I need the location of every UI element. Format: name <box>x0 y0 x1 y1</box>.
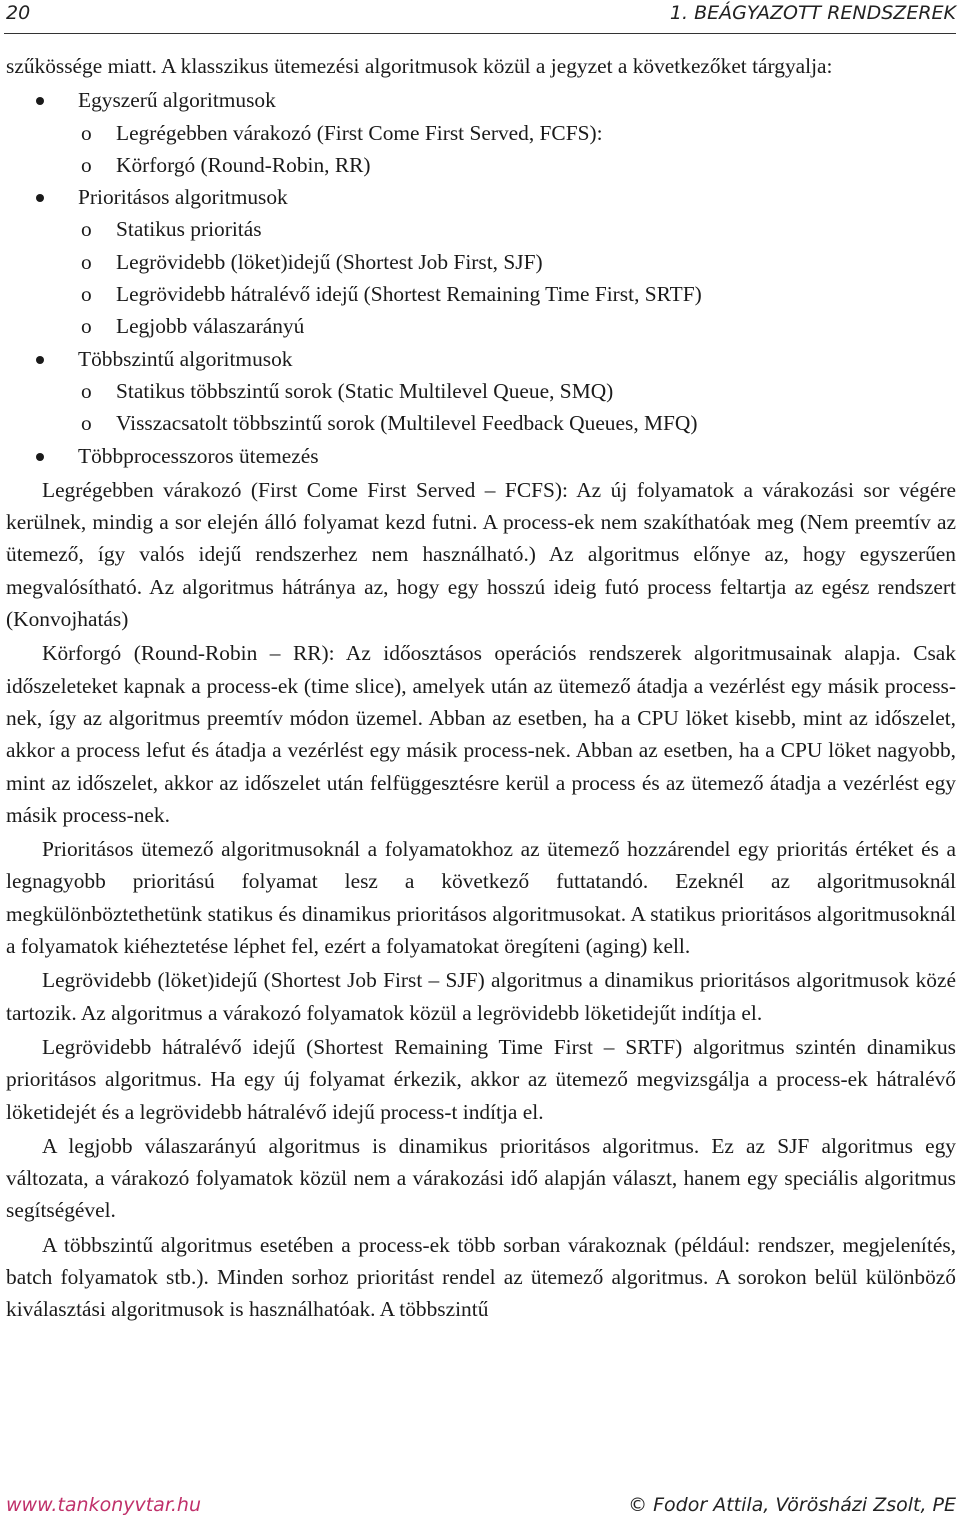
list-item <box>6 246 956 278</box>
list-group-label: Többprocesszoros ütemezés <box>78 443 319 468</box>
list-item <box>6 375 956 407</box>
chapter-title: 1. BEÁGYAZOTT RENDSZEREK <box>669 2 956 24</box>
page-body <box>6 50 956 1326</box>
sub-bullet: o <box>81 411 92 436</box>
footer-link[interactable]: www.tankonyvtar.hu <box>6 1494 202 1516</box>
page-header <box>0 0 960 38</box>
list-group <box>6 440 956 472</box>
list-item-text: Statikus prioritás <box>116 217 262 242</box>
list-group-label: Prioritásos algoritmusok <box>78 185 288 210</box>
page-footer <box>0 1490 960 1518</box>
paragraph-srtf: Legrövidebb hátralévő idejű (Shortest Remaining Time First – SRTF) algoritmus szintén dinamikus prioritásos algoritmus. Ha egy új folyamat érkezik, akkor az ütemező megvizsgálja a process-ek hátralévő löketidejét és a legrövidebb hátralévő idejű process-t indítja el. <box>6 1034 956 1124</box>
sub-list <box>78 213 956 342</box>
sub-bullet: o <box>81 314 92 339</box>
sub-list <box>78 375 956 440</box>
list-group-label: Egyszerű algoritmusok <box>78 88 276 113</box>
paragraph-sjf: Legrövidebb (löket)idejű (Shortest Job First – SJF) algoritmus a dinamikus prioritásos algoritmusok közé tartozik. Az algoritmus a várakozó folyamatok közül a legrövidebb löketidejűt indítja el. <box>6 968 956 1025</box>
list-item-text: Körforgó (Round-Robin, RR) <box>116 152 371 177</box>
list-group <box>6 343 956 440</box>
list-group-label: Többszintű algoritmusok <box>78 346 293 371</box>
page-number: 20 <box>6 2 31 24</box>
sub-bullet: o <box>81 152 92 177</box>
bullet-dot <box>36 97 44 105</box>
header-rule <box>4 33 956 34</box>
sub-list <box>78 117 956 182</box>
list-item-text: Visszacsatolt többszintű sorok (Multilevel Feedback Queues, MFQ) <box>116 411 698 436</box>
sub-bullet: o <box>81 217 92 242</box>
intro-paragraph: szűkössége miatt. A klasszikus ütemezési algoritmusok közül a jegyzet a következőket tárgyalja: <box>6 54 833 78</box>
paragraph-priority: Prioritásos ütemező algoritmusoknál a folyamatokhoz az ütemező hozzárendel egy prioritás értéket és a legnagyobb prioritású folyamat lesz a következő futtatandó. Ezeknél az algoritmusoknál megkülönböztethetünk statikus és dinamikus prioritásos algoritmusokat. A statikus prioritásos algoritmusoknál a folyamatok kiéheztetése léphet fel, ezért a folyamatokat öregíteni (aging) kell. <box>6 837 956 959</box>
list-item <box>6 310 956 342</box>
bullet-dot <box>36 194 44 202</box>
list-item <box>6 213 956 245</box>
algorithm-list <box>6 84 956 472</box>
bullet-dot <box>36 453 44 461</box>
list-item <box>6 407 956 439</box>
list-group <box>6 84 956 181</box>
list-item-text: Legrövidebb hátralévő idejű (Shortest Remaining Time First, SRTF) <box>116 282 702 307</box>
list-group <box>6 181 956 342</box>
paragraph-fcfs: Legrégebben várakozó (First Come First Served – FCFS): Az új folyamatok a várakozási sor végére kerülnek, mindig a sor elején álló folyamat kezd futni. A process-ek nem szakíthatóak meg (Nem preemtív az ütemező, így valós idejű rendszerhez nem használható.) Az algoritmus előnye az, hogy egyszerűen megvalósítható. Az algoritmus hátránya az, hogy egy hosszú ideig futó process feltartja az egész rendszert (Konvojhatás) <box>6 477 956 632</box>
bullet-dot <box>36 356 44 364</box>
list-item <box>6 117 956 149</box>
list-item-text: Legjobb válaszarányú <box>116 314 305 339</box>
paragraph-response-ratio: A legjobb válaszarányú algoritmus is dinamikus prioritásos algoritmus. Ez az SJF algoritmus egy változata, a várakozó folyamatok közül nem a várakozási idő alapján választ, hanem egy speciális algoritmus segítségével. <box>6 1133 956 1223</box>
list-item-text: Statikus többszintű sorok (Static Multilevel Queue, SMQ) <box>116 378 614 403</box>
list-item <box>6 149 956 181</box>
sub-bullet: o <box>81 378 92 403</box>
list-item-text: Legrégebben várakozó (First Come First Served, FCFS): <box>116 120 603 145</box>
paragraph-round-robin: Körforgó (Round-Robin – RR): Az időosztásos operációs rendszerek algoritmusainak alapja. Csak időszeleteket kapnak a process-ek (time slice), amelyek után az ütemező átadja a vezérlést egy másik process-nek, így az algoritmus preemtív módon üzemel. Abban az esetben, ha a CPU löket kisebb, mint az időszelet, akkor a process lefut és átadja a vezérlést egy másik process-nek. Abban az esetben, ha a CPU löket nagyobb, mint az időszelet, akkor az időszelet után felfüggesztésre kerül a process és az ütemező átadja a vezérlést egy másik process-nek. <box>6 641 956 827</box>
footer-copyright: © Fodor Attila, Vörösházi Zsolt, PE <box>628 1494 956 1516</box>
sub-bullet: o <box>81 282 92 307</box>
sub-bullet: o <box>81 249 92 274</box>
list-item-text: Legrövidebb (löket)idejű (Shortest Job First, SJF) <box>116 249 543 274</box>
paragraph-multilevel: A többszintű algoritmus esetében a process-ek több sorban várakoznak (például: rendszer, megjelenítés, batch folyamatok stb.). Minden sorhoz prioritást rendel az ütemező algoritmus. A sorokon belül különböző kiválasztási algoritmusok is használhatóak. A többszintű <box>6 1232 956 1322</box>
sub-bullet: o <box>81 120 92 145</box>
list-item <box>6 278 956 310</box>
